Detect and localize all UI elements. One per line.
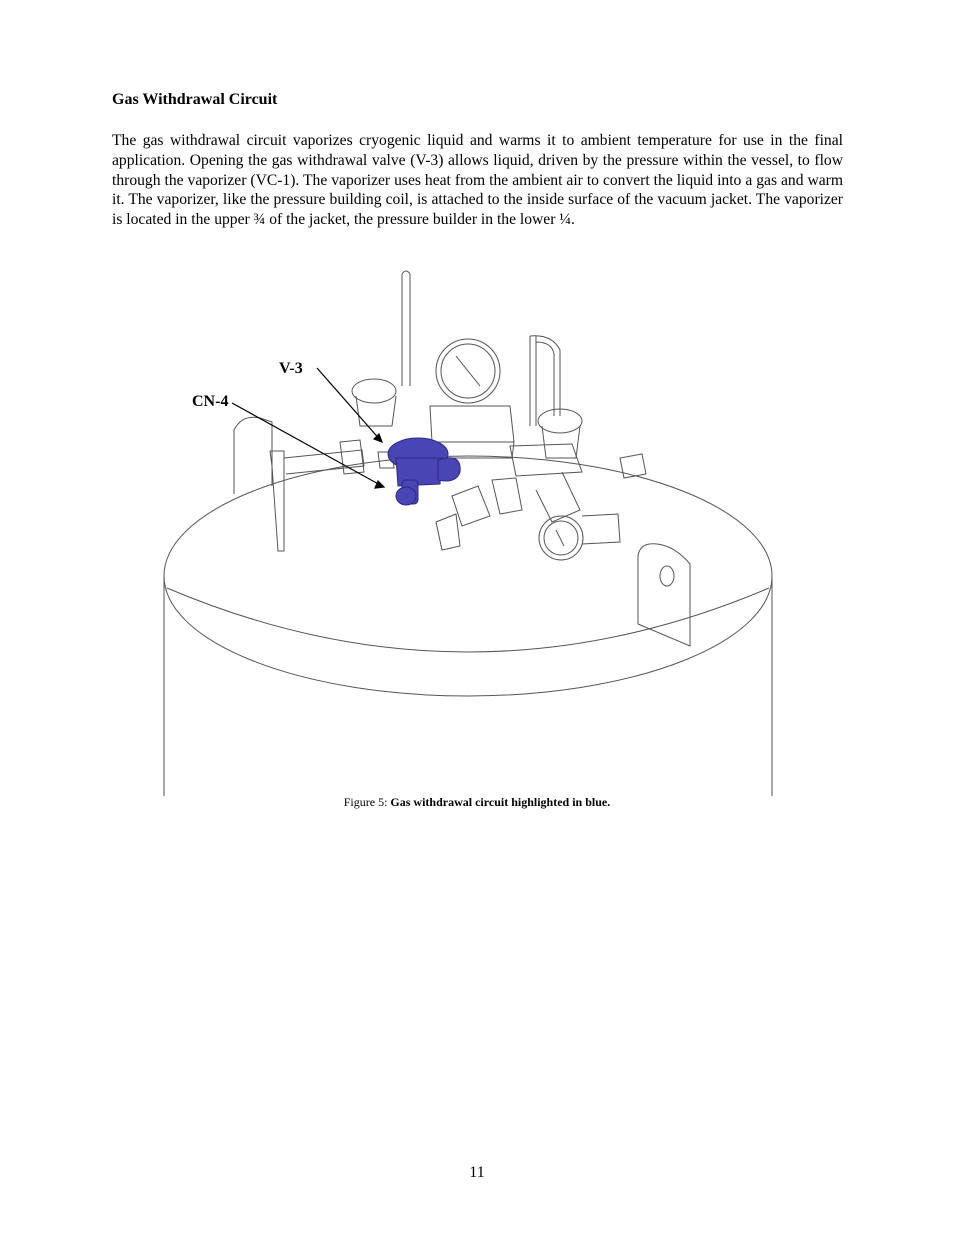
page-number: 11 xyxy=(469,1164,485,1181)
section-heading: Gas Withdrawal Circuit xyxy=(112,91,278,108)
left-lug xyxy=(234,417,272,494)
vessel-diagram xyxy=(112,246,842,796)
cn4-label: CN-4 xyxy=(192,393,229,410)
caption-text: Gas withdrawal circuit highlighted in blue. xyxy=(390,795,611,809)
pressure-gauge-bottom xyxy=(539,516,583,560)
cn4-arrowhead xyxy=(375,481,384,488)
cn4-leader-line xyxy=(232,403,382,486)
body-paragraph: The gas withdrawal circuit vaporizes cryogenic liquid and warms it to ambient temperature for use in the final application. Opening the gas withdrawal valve (V-3) allows liquid, driven by the pressure within the vessel, to flow through the vaporizer (VC-1). The vaporizer uses heat from the ambient air to convert the liquid into a gas and warm it. The vaporizer, like the pressure building coil, is attached to the inside surface of the vacuum jacket. The vaporizer is located in the upper ¾ of the jacket, the pressure builder in the lower ¼. xyxy=(112,132,843,229)
vessel-top-ellipse xyxy=(164,456,772,696)
v3-label: V-3 xyxy=(279,360,303,377)
caption-prefix: Figure 5: xyxy=(343,795,391,809)
right-lug xyxy=(638,544,690,646)
v3-arrowhead xyxy=(374,434,382,442)
gas-withdrawal-valve-highlight xyxy=(388,438,460,505)
figure-caption xyxy=(0,795,954,810)
